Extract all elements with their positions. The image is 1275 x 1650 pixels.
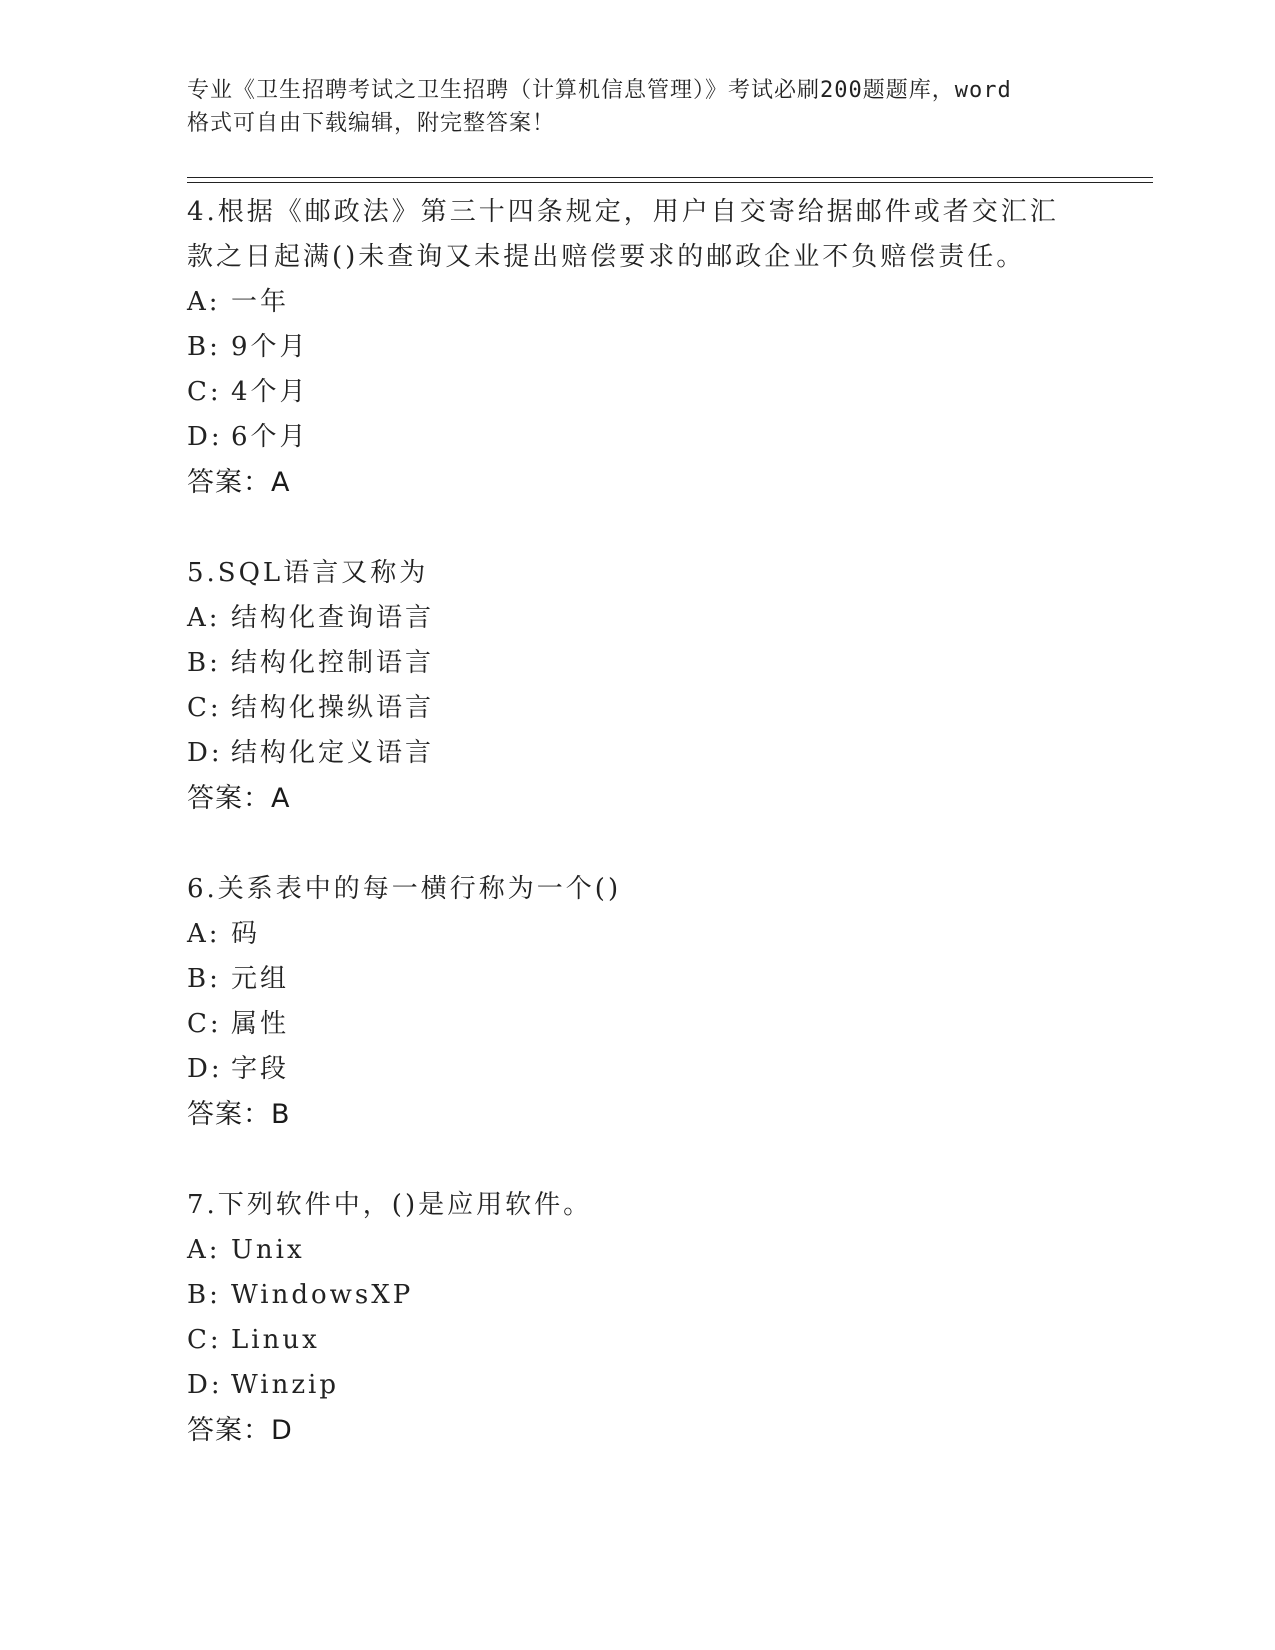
option-text: 4个月: [231, 377, 309, 407]
question-list: [187, 190, 1147, 1499]
question-block: [187, 190, 1147, 505]
answer-line: 答案：A: [187, 467, 291, 498]
option-letter: A:: [187, 1235, 221, 1265]
option-letter: D:: [187, 738, 223, 768]
option-letter: D:: [187, 1054, 223, 1084]
option-text: 一年: [231, 287, 290, 317]
option-text: 元组: [231, 964, 290, 994]
answer-line: 答案：D: [187, 1415, 293, 1446]
question-stem-line: 款之日起满()未查询又未提出赔偿要求的邮政企业不负赔偿责任。: [187, 242, 1026, 272]
answer-line: 答案：A: [187, 783, 291, 814]
option-text: Unix: [231, 1235, 305, 1265]
header-line-2: 格式可自由下载编辑，附完整答案！: [187, 111, 556, 136]
document-header: [187, 74, 1087, 140]
option-text: WindowsXP: [231, 1280, 414, 1310]
option-row: [187, 415, 1147, 460]
question-stem-line: 7.下列软件中，()是应用软件。: [187, 1190, 593, 1220]
option-text: 字段: [231, 1054, 290, 1084]
question-stem-line: 6.关系表中的每一横行称为一个(): [187, 874, 622, 904]
header-divider-top: [187, 177, 1153, 178]
header-line-1: 专业《卫生招聘考试之卫生招聘（计算机信息管理）》考试必刷200题题库，word: [187, 78, 1012, 103]
question-block: [187, 1183, 1147, 1453]
option-letter: B:: [187, 332, 221, 362]
option-text: Linux: [231, 1325, 320, 1355]
option-letter: C:: [187, 377, 222, 407]
option-row: [187, 1318, 1147, 1363]
option-letter: A:: [187, 919, 221, 949]
option-letter: D:: [187, 1370, 223, 1400]
option-letter: A:: [187, 603, 221, 633]
option-letter: B:: [187, 964, 221, 994]
option-row: [187, 912, 1147, 957]
option-row: [187, 686, 1147, 731]
option-row: [187, 957, 1147, 1002]
option-letter: A:: [187, 287, 221, 317]
option-row: [187, 596, 1147, 641]
option-letter: D:: [187, 422, 223, 452]
question-stem-line: 4.根据《邮政法》第三十四条规定，用户自交寄给据邮件或者交汇汇: [187, 197, 1059, 227]
option-text: 结构化控制语言: [231, 648, 435, 678]
option-text: 结构化操纵语言: [231, 693, 435, 723]
option-text: 9个月: [231, 332, 309, 362]
header-divider-bottom: [187, 182, 1153, 183]
option-text: 结构化查询语言: [231, 603, 435, 633]
option-row: [187, 1363, 1147, 1408]
option-letter: C:: [187, 1325, 222, 1355]
option-row: [187, 370, 1147, 415]
question-block: [187, 551, 1147, 821]
option-row: [187, 1047, 1147, 1092]
option-letter: B:: [187, 1280, 221, 1310]
option-row: [187, 1002, 1147, 1047]
option-row: [187, 1273, 1147, 1318]
option-row: [187, 1228, 1147, 1273]
option-letter: C:: [187, 693, 222, 723]
answer-line: 答案：B: [187, 1099, 291, 1130]
question-stem-line: 5.SQL语言又称为: [187, 558, 429, 588]
option-letter: B:: [187, 648, 221, 678]
option-text: 结构化定义语言: [231, 738, 435, 768]
option-row: [187, 325, 1147, 370]
option-letter: C:: [187, 1009, 222, 1039]
option-text: 6个月: [231, 422, 309, 452]
option-text: 码: [231, 919, 261, 949]
option-row: [187, 280, 1147, 325]
question-block: [187, 867, 1147, 1137]
option-row: [187, 641, 1147, 686]
option-row: [187, 731, 1147, 776]
option-text: Winzip: [231, 1370, 339, 1400]
option-text: 属性: [231, 1009, 290, 1039]
